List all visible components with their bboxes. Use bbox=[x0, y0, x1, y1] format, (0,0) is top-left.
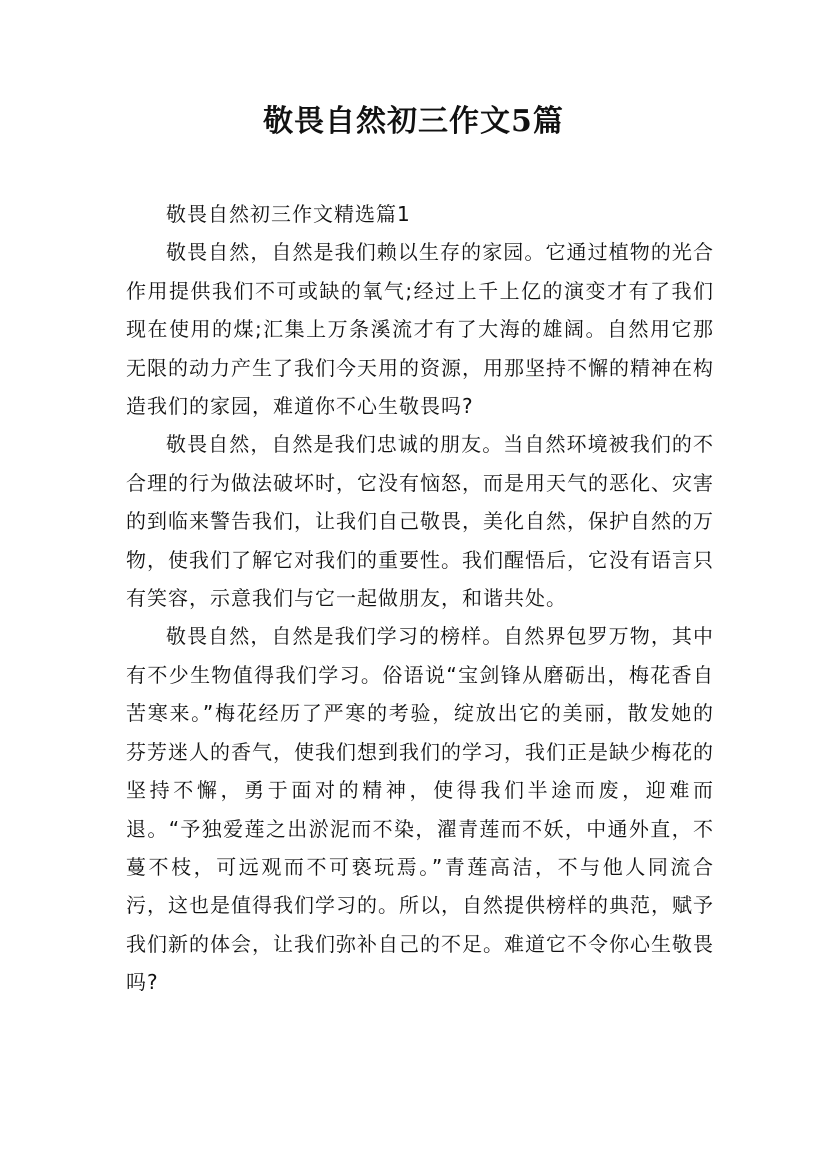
paragraph-2: 敬畏自然，自然是我们忠诚的朋友。当自然环境被我们的不合理的行为做法破坏时，它没有恼怒，而是用天气的恶化、灾害的到临来警告我们，让我们自己敬畏，美化自然，保护自然的万物，使我们了解它对我们的重要性。我们醒悟后，它没有语言只有笑容，示意我们与它一起做朋友，和谐共处。 bbox=[126, 432, 714, 611]
paragraph-1: 敬畏自然，自然是我们赖以生存的家园。它通过植物的光合作用提供我们不可或缺的氧气;经过上千上亿的演变才有了我们现在使用的煤;汇集上万条溪流才有了大海的雄阔。自然用它那无限的动力产生了我们今天用的资源，用那坚持不懈的精神在构造我们的家园，难道你不心生敬畏吗? bbox=[126, 240, 714, 419]
paragraph-3: 敬畏自然，自然是我们学习的榜样。自然界包罗万物，其中有不少生物值得我们学习。俗语说“宝剑锋从磨砺出，梅花香自苦寒来。”梅花经历了严寒的考验，绽放出它的美丽，散发她的芬芳迷人的香气，使我们想到我们的学习，我们正是缺少梅花的坚持不懈，勇于面对的精神，使得我们半途而废，迎难而退。“予独爱莲之出淤泥而不染，濯青莲而不妖，中通外直，不蔓不枝，可远观而不可亵玩焉。”青莲高洁，不与他人同流合污，这也是值得我们学习的。所以，自然提供榜样的典范，赋予我们新的体会，让我们弥补自己的不足。难道它不令你心生敬畏吗? bbox=[126, 624, 714, 995]
document-body bbox=[126, 195, 714, 1002]
section-heading: 敬畏自然初三作文精选篇1 bbox=[166, 202, 411, 226]
document-title: 敬畏自然初三作文5篇 bbox=[263, 104, 564, 139]
